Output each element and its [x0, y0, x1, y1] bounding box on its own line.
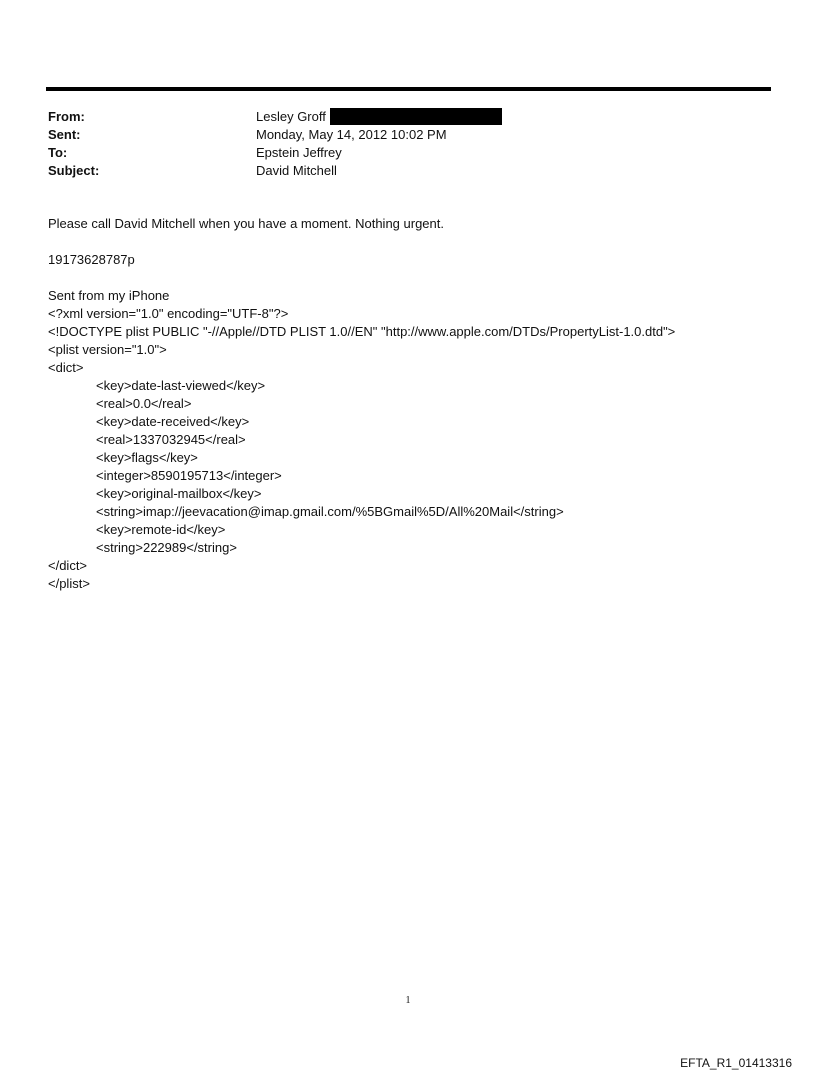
from-label: From: — [48, 109, 85, 124]
phone-number: 19173628787p — [48, 252, 135, 267]
xml-line: </dict> — [48, 558, 88, 573]
xml-line: <real>0.0</real> — [96, 396, 192, 411]
xml-line: <?xml version="1.0" encoding="UTF-8"?> — [48, 306, 289, 321]
xml-line: <key>remote-id</key> — [96, 522, 226, 537]
xml-line: <key>original-mailbox</key> — [96, 486, 262, 501]
xml-line: <integer>8590195713</integer> — [96, 468, 282, 483]
header-rule — [46, 87, 771, 91]
xml-line: <plist version="1.0"> — [48, 342, 167, 357]
subject-label: Subject: — [48, 163, 100, 178]
xml-line: <key>date-received</key> — [96, 414, 250, 429]
xml-line: <string>imap://jeevacation@imap.gmail.com/%5BGmail%5D/All%20Mail</string> — [96, 504, 564, 519]
subject-value: David Mitchell — [256, 163, 337, 178]
to-label: To: — [48, 145, 68, 160]
xml-line: <real>1337032945</real> — [96, 432, 246, 447]
signature: Sent from my iPhone — [48, 288, 170, 303]
xml-line: <dict> — [48, 360, 84, 375]
xml-line: <string>222989</string> — [96, 540, 237, 555]
xml-line: <key>flags</key> — [96, 450, 198, 465]
xml-line: </plist> — [48, 576, 90, 591]
message-text: Please call David Mitchell when you have a moment. Nothing urgent. — [48, 216, 444, 231]
from-value — [256, 108, 502, 126]
email-body — [48, 215, 768, 593]
sent-value: Monday, May 14, 2012 10:02 PM — [256, 127, 447, 142]
to-value: Epstein Jeffrey — [256, 145, 342, 160]
redaction-block — [330, 108, 502, 125]
document-id: EFTA_R1_01413316 — [680, 1056, 792, 1070]
from-name: Lesley Groff — [256, 109, 326, 124]
xml-line: <key>date-last-viewed</key> — [96, 378, 266, 393]
xml-line: <!DOCTYPE plist PUBLIC "-//Apple//DTD PLIST 1.0//EN" "http://www.apple.com/DTDs/PropertyList-1.0.dtd"> — [48, 324, 676, 339]
sent-label: Sent: — [48, 127, 81, 142]
page-number: 1 — [405, 995, 411, 1006]
